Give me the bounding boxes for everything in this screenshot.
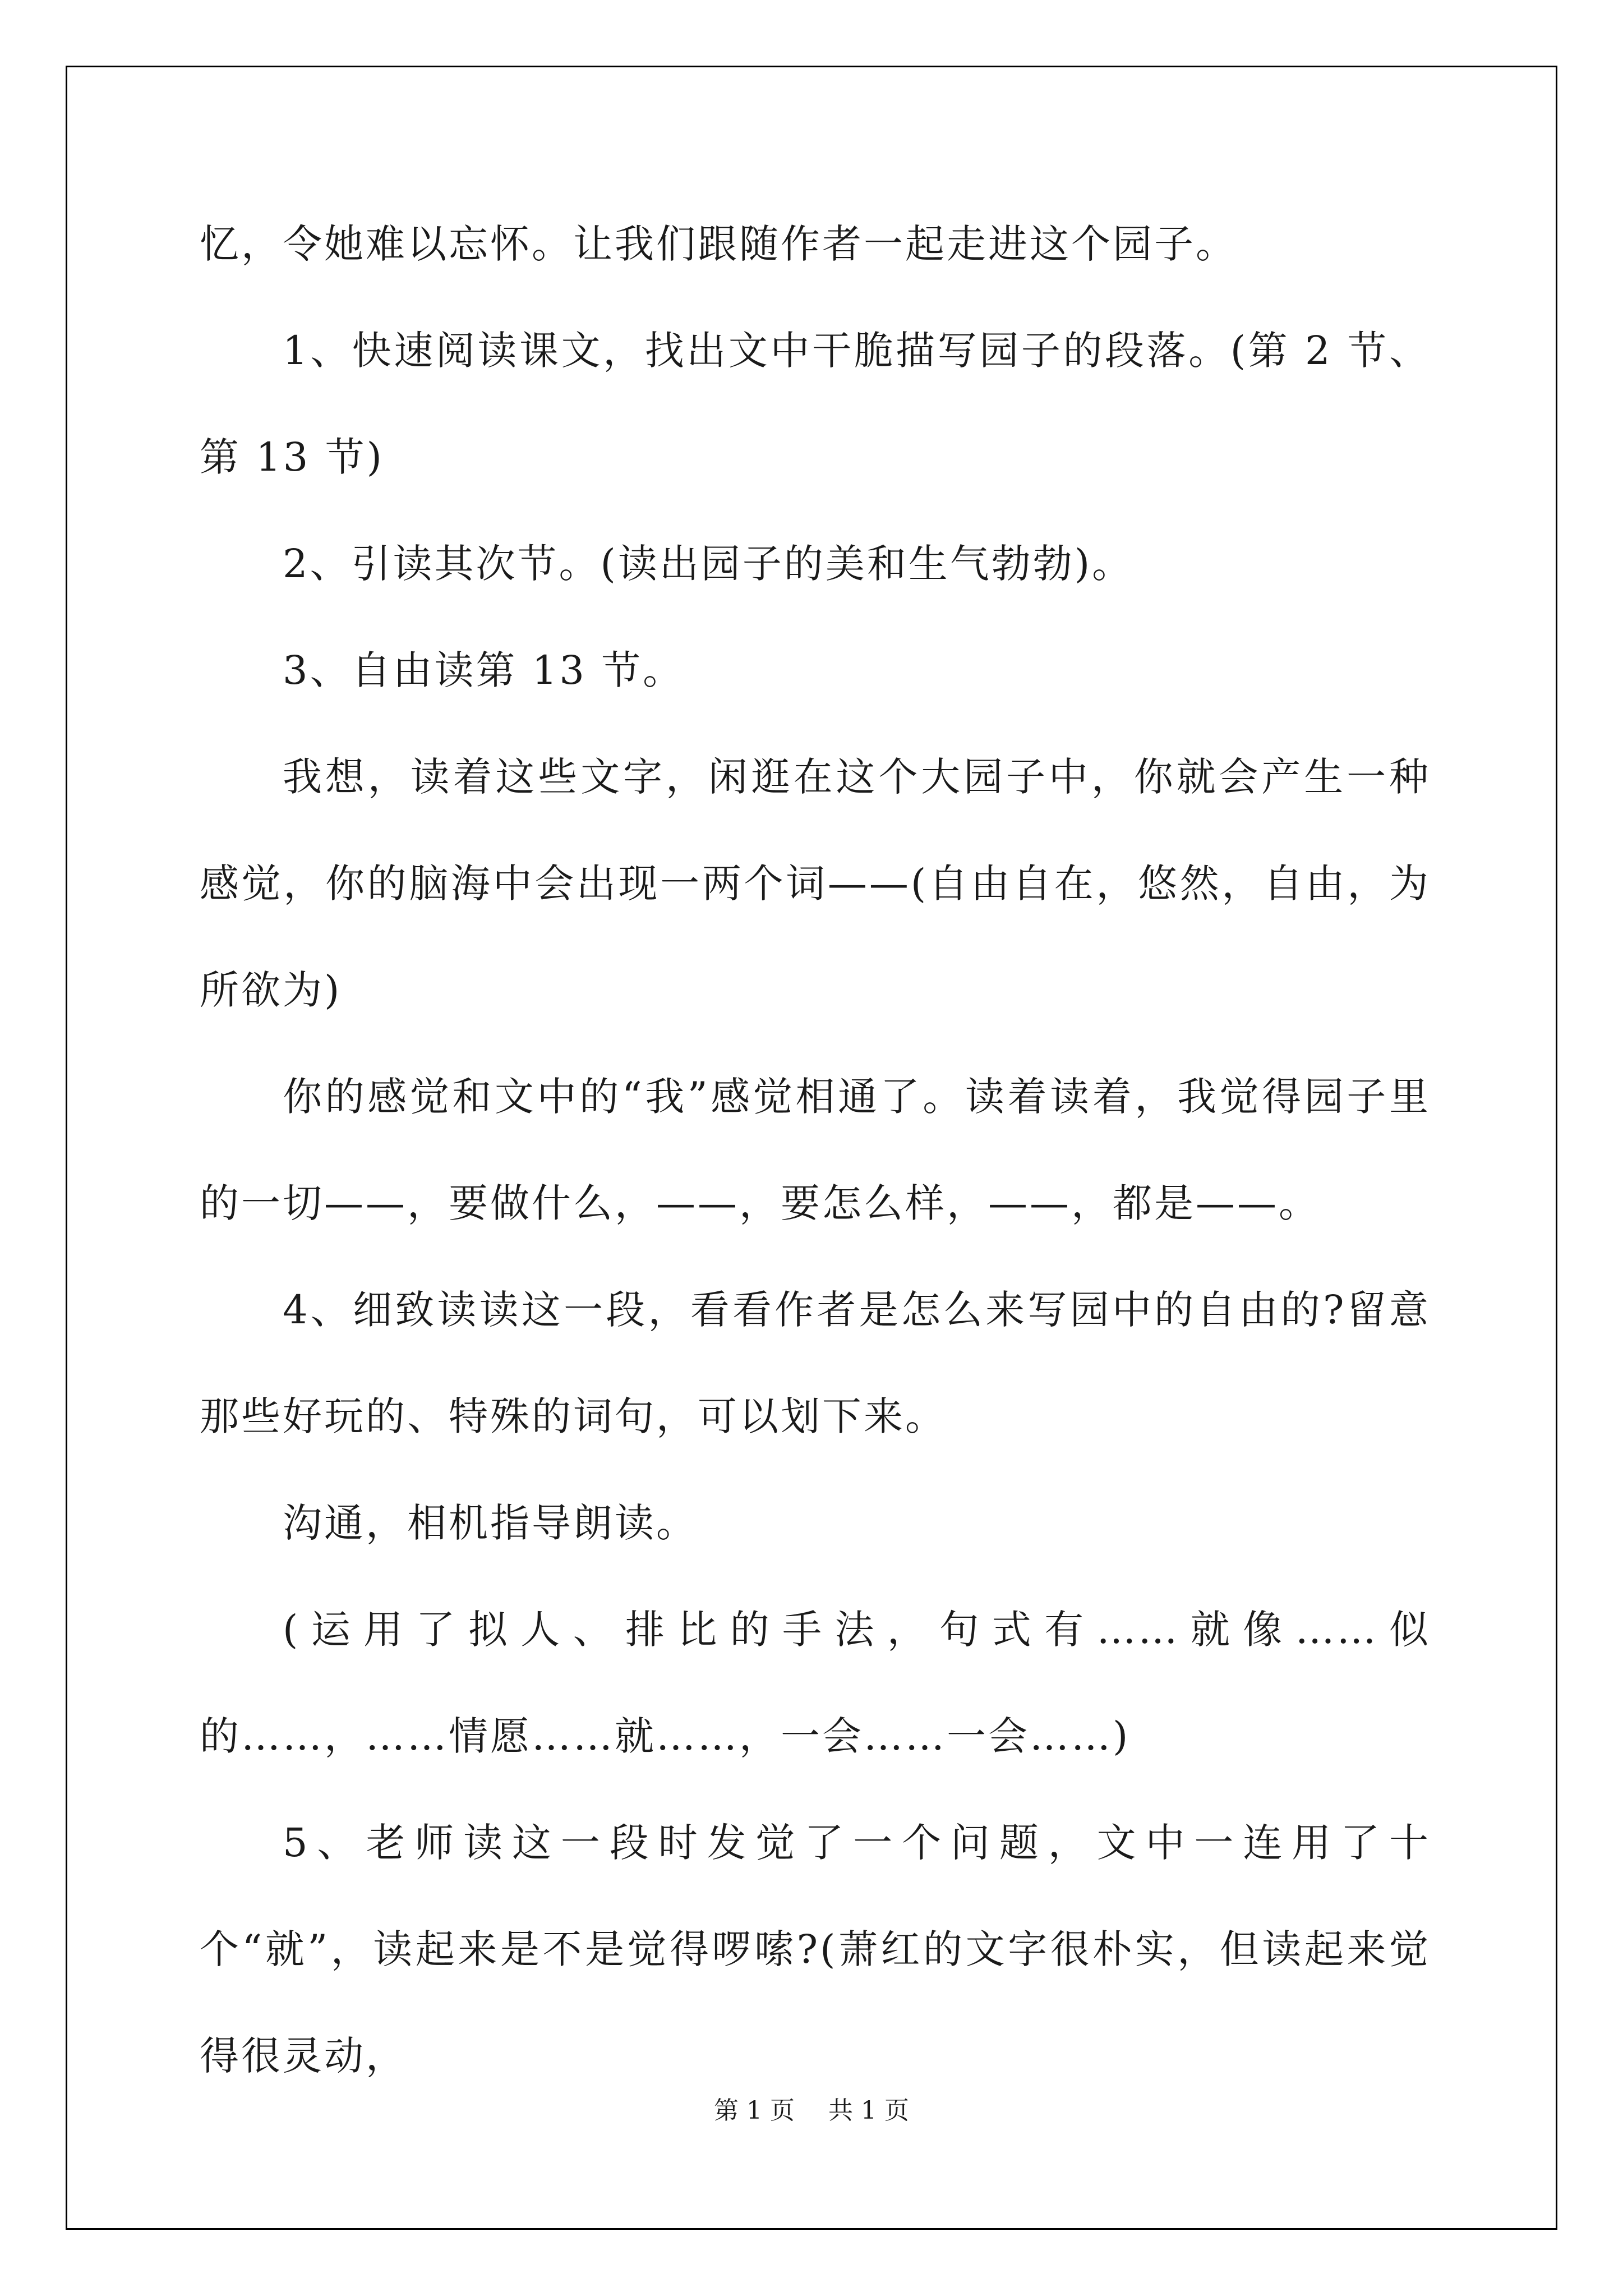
page-total: 共 1 页 bbox=[828, 2096, 909, 2125]
paragraph-8: 沟通，相机指导朗读。 bbox=[283, 1500, 698, 1546]
document-body bbox=[200, 191, 1431, 2109]
paragraph-6: 你的感觉和文中的“我”感觉相通了。读着读着，我觉得园子里的一切——，要做什么，——，要怎么样，——，都是——。 bbox=[200, 1074, 1431, 1226]
paragraph-7: 4、细致读读这一段，看看作者是怎么来写园中的自由的?留意那些好玩的、特殊的词句，可以划下来。 bbox=[200, 1287, 1431, 1439]
paragraph-5: 我想，读着这些文字，闲逛在这个大园子中，你就会产生一种感觉，你的脑海中会出现一两个词——(自由自在，悠然，自由，为所欲为) bbox=[200, 754, 1431, 1013]
page-number: 第 1 页 bbox=[714, 2096, 795, 2125]
page-footer bbox=[0, 2090, 1623, 2126]
paragraph-1: 忆，令她难以忘怀。让我们跟随作者一起走进这个园子。 bbox=[200, 221, 1237, 267]
paragraph-3: 2、引读其次节。(读出园子的美和生气勃勃)。 bbox=[283, 541, 1134, 587]
paragraph-9: (运用了拟人、排比的手法，句式有……就像……似的……，……情愿……就……，一会……一会……) bbox=[200, 1607, 1431, 1759]
paragraph-10: 5、老师读这一段时发觉了一个问题，文中一连用了十个“就”，读起来是不是觉得啰嗦?(萧红的文字很朴实，但读起来觉得很灵动， bbox=[200, 1820, 1431, 2079]
paragraph-2: 1、快速阅读课文，找出文中干脆描写园子的段落。(第 2 节、第 13 节) bbox=[200, 328, 1431, 480]
paragraph-4: 3、自由读第 13 节。 bbox=[283, 647, 685, 693]
